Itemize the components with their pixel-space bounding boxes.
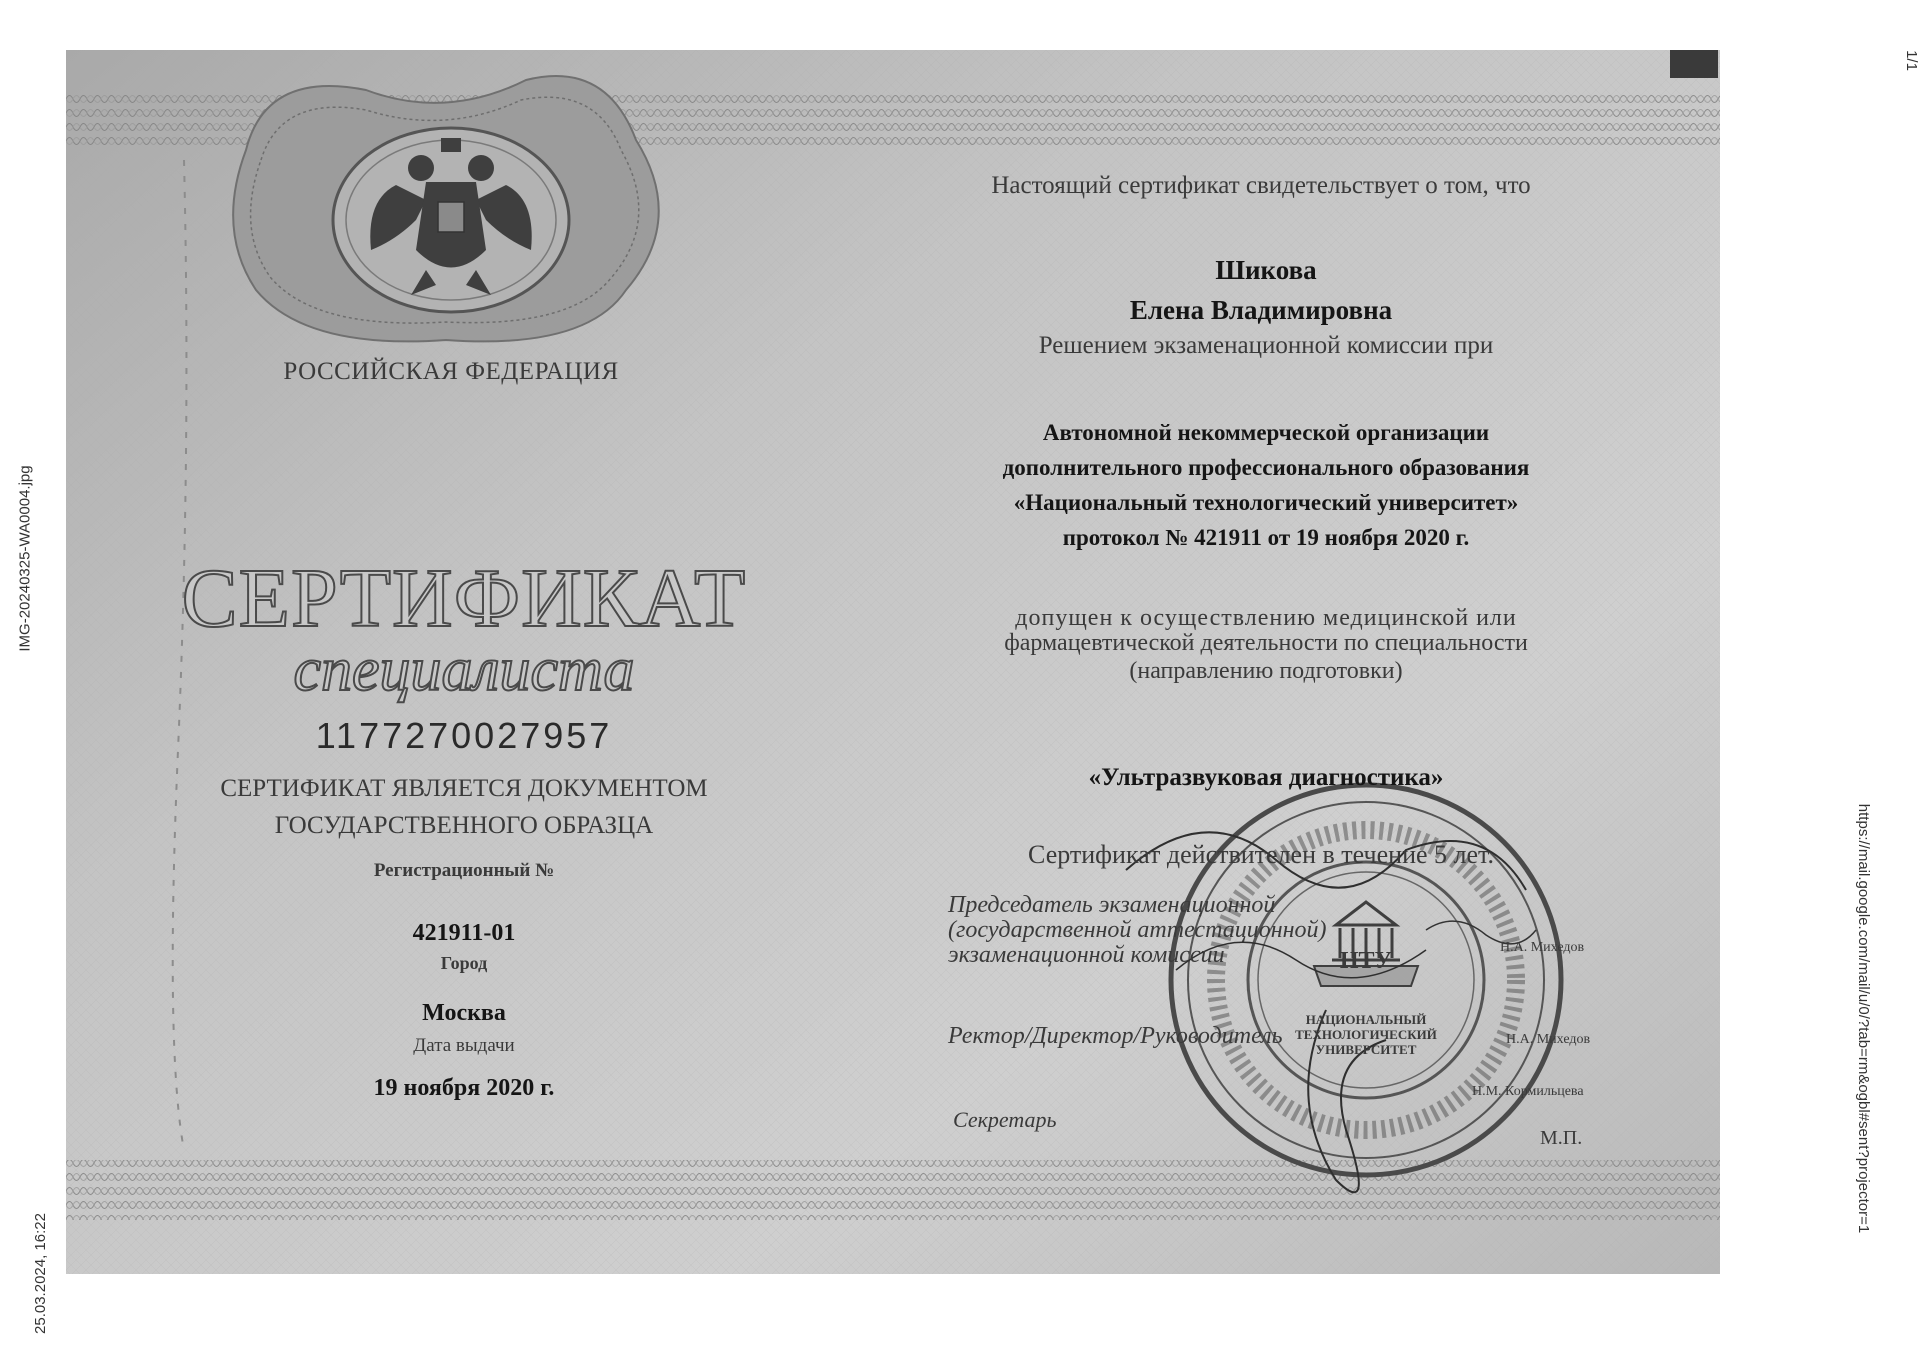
stamp-abbreviation: НТУ xyxy=(1339,948,1393,974)
stamp-center-line-1: НАЦИОНАЛЬНЫЙ xyxy=(1305,1012,1427,1027)
chairman-title-line-2: (государственной аттестационной) xyxy=(948,917,1327,943)
certificate-serial-number: 1177270027957 xyxy=(315,715,613,756)
print-date: 25.03.2024, 16:22 xyxy=(31,1213,49,1334)
rector-title: Ректор/Директор/Руководитель xyxy=(948,1023,1283,1049)
protocol-number: протокол № 421911 от 19 ноября 2020 г. xyxy=(1062,525,1470,550)
validity-statement: Сертификат действителен в течение 5 лет. xyxy=(1028,840,1494,869)
certificate-scan xyxy=(66,50,1720,1274)
secretary-name: Н.М. Кормильцева xyxy=(1472,1084,1584,1099)
chairman-title-line-1: Председатель экзаменационной xyxy=(948,892,1276,918)
print-filename: IMG-20240325-WA0004.jpg xyxy=(16,465,34,652)
state-document-line-2: ГОСУДАРСТВЕННОГО ОБРАЗЦА xyxy=(274,812,654,839)
admitted-line-3: (направлению подготовки) xyxy=(1129,658,1403,684)
print-page-count: 1/1 xyxy=(1903,50,1920,71)
issue-date-label: Дата выдачи xyxy=(413,1035,515,1056)
print-url: https://mail.google.com/mail/u/0/?tab=rm&ogbl#sent?projector=1 xyxy=(1854,803,1872,1234)
holder-given-names: Елена Владимировна xyxy=(1129,295,1393,325)
country-name: РОССИЙСКАЯ ФЕДЕРАЦИЯ xyxy=(283,358,619,385)
registration-number: 421911-01 xyxy=(412,920,516,946)
commission-decision: Решением экзаменационной комиссии при xyxy=(1038,332,1494,359)
certificate-title: СЕРТИФИКАТ xyxy=(181,552,747,645)
certificate-intro: Настоящий сертификат свидетельствует о том, что xyxy=(991,172,1531,199)
stamp-center-line-2: ТЕХНОЛОГИЧЕСКИЙ xyxy=(1295,1027,1437,1042)
organization-line-3: «Национальный технологический университет» xyxy=(1013,490,1519,515)
city-label: Город xyxy=(440,953,488,973)
rector-name: Н.А. Михедов xyxy=(1506,1032,1591,1047)
stamp-center-line-3: УНИВЕРСИТЕТ xyxy=(1315,1042,1417,1057)
organization-line-1: Автономной некоммерческой организации xyxy=(1042,420,1490,445)
city-value: Москва xyxy=(422,1000,506,1026)
state-document-line-1: СЕРТИФИКАТ ЯВЛЯЕТСЯ ДОКУМЕНТОМ xyxy=(220,775,708,802)
admitted-line-1: допущен к осуществлению медицинской или xyxy=(1015,605,1517,631)
stamp-place-label: М.П. xyxy=(1540,1127,1583,1149)
chairman-name: Н.А. Михедов xyxy=(1500,940,1585,955)
specialty-name: «Ультразвуковая диагностика» xyxy=(1088,764,1444,791)
coat-of-arms-emblem xyxy=(233,76,659,341)
certificate-subtitle: специалиста xyxy=(293,636,635,704)
issue-date: 19 ноября 2020 г. xyxy=(373,1075,555,1101)
organization-line-2: дополнительного профессионального образования xyxy=(1002,455,1530,480)
chairman-title-line-3: экзаменационной комиссии xyxy=(948,942,1225,968)
registration-number-label: Регистрационный № xyxy=(373,860,555,881)
secretary-title: Секретарь xyxy=(953,1107,1057,1132)
admitted-line-2: фармацевтической деятельности по специальности xyxy=(1004,630,1528,656)
holder-surname: Шикова xyxy=(1215,255,1317,285)
